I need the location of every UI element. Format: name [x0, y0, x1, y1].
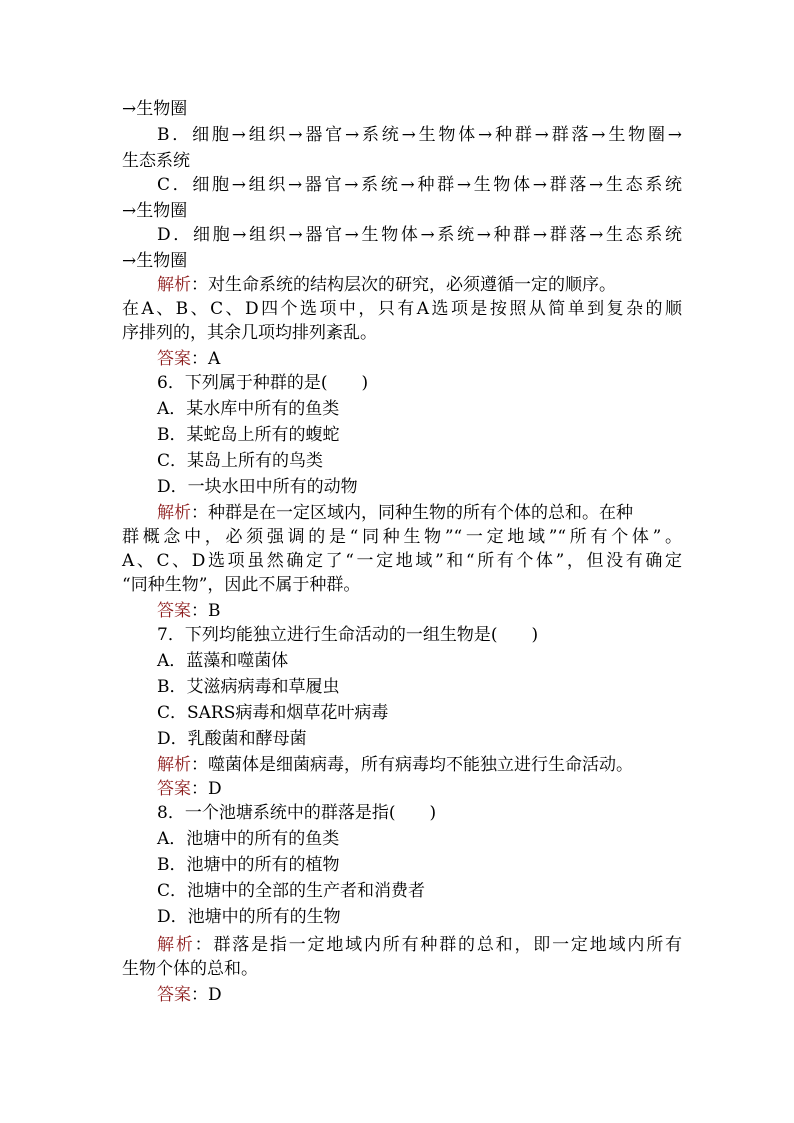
q7-option-c: C．SARS病毒和烟草花叶病毒	[157, 703, 389, 723]
q8-option-b: B．池塘中的所有的植物	[157, 855, 340, 875]
q8-answer-value: ：D	[191, 985, 222, 1005]
q7-analysis-line1	[157, 752, 682, 778]
answer-label: 答案	[157, 349, 191, 369]
q5-answer-value: ：A	[191, 349, 221, 369]
answer-label: 答案	[157, 601, 191, 621]
q7-stem: 7．下列均能独立进行生命活动的一组生物是( )	[157, 625, 539, 645]
q5-option-d-line1: D．细胞→组织→器官→生物体→系统→种群→群落→生态系统	[157, 225, 682, 245]
q6-analysis-text1: ：种群是在一定区域内，同种生物的所有个体的总和。在种	[191, 503, 633, 523]
q7-analysis-text1: ：噬菌体是细菌病毒，所有病毒均不能独立进行生命活动。	[191, 755, 633, 775]
q7-answer	[157, 776, 682, 802]
q6-analysis-line3: A、C、D选项虽然确定了“一定地域”和“所有个体”，但没有确定	[122, 551, 682, 571]
q5-option-d-line2: →生物圈	[122, 251, 188, 271]
analysis-label: 解析	[157, 935, 195, 955]
q6-option-d: D．一块水田中所有的动物	[157, 477, 358, 497]
answer-label: 答案	[157, 985, 191, 1005]
answer-label: 答案	[157, 779, 191, 799]
analysis-label: 解析	[157, 503, 191, 523]
q8-option-a: A．池塘中的所有的鱼类	[157, 829, 340, 849]
q5-option-c-line2: →生物圈	[122, 201, 188, 221]
q8-option-d: D．池塘中的所有的生物	[157, 907, 341, 927]
q6-option-a: A．某水库中所有的鱼类	[157, 399, 340, 419]
q8-analysis-line2: 生物个体的总和。	[122, 959, 258, 979]
q5-analysis-line2: 在A、B、C、D四个选项中，只有A选项是按照从简单到复杂的顺	[122, 299, 682, 319]
q8-analysis-line1	[157, 932, 682, 958]
q5-option-b-line2: 生态系统	[122, 151, 190, 171]
q5-option-b-line1: B．细胞→组织→器官→系统→生物体→种群→群落→生物圈→	[157, 125, 682, 145]
q8-stem: 8．一个池塘系统中的群落是指( )	[157, 803, 437, 823]
q6-analysis-line4: “同种生物”，因此不属于种群。	[122, 575, 361, 595]
q5-analysis-line3: 序排列的，其余几项均排列紊乱。	[122, 323, 377, 343]
q5-option-c-line1: C．细胞→组织→器官→系统→种群→生物体→群落→生态系统	[157, 175, 682, 195]
analysis-label: 解析	[157, 275, 191, 295]
q8-analysis-text1: ：群落是指一定地域内所有种群的总和，即一定地域内所有	[194, 935, 683, 955]
q6-option-b: B．某蛇岛上所有的蝮蛇	[157, 425, 340, 445]
q8-option-c: C．池塘中的全部的生产者和消费者	[157, 881, 426, 901]
q7-option-d: D．乳酸菌和酵母菌	[157, 729, 307, 749]
q6-option-c: C．某岛上所有的鸟类	[157, 451, 324, 471]
q5-answer	[157, 346, 682, 372]
q6-analysis-line1	[157, 500, 682, 526]
q7-answer-value: ：D	[191, 779, 222, 799]
q6-stem: 6．下列属于种群的是( )	[157, 373, 369, 393]
q6-answer-value: ：B	[191, 601, 221, 621]
q7-option-b: B．艾滋病病毒和草履虫	[157, 677, 340, 697]
analysis-label: 解析	[157, 755, 191, 775]
q5-analysis-text1: ：对生命系统的结构层次的研究，必须遵循一定的顺序。	[191, 275, 616, 295]
q7-option-a: A．蓝藻和噬菌体	[157, 651, 289, 671]
q8-answer	[157, 982, 682, 1008]
q6-answer	[157, 598, 682, 624]
q6-analysis-line2: 群概念中，必须强调的是“同种生物”“一定地域”“所有个体”。	[122, 527, 682, 547]
q5-option-a-tail: →生物圈	[122, 99, 188, 119]
q5-analysis-line1	[157, 272, 682, 298]
